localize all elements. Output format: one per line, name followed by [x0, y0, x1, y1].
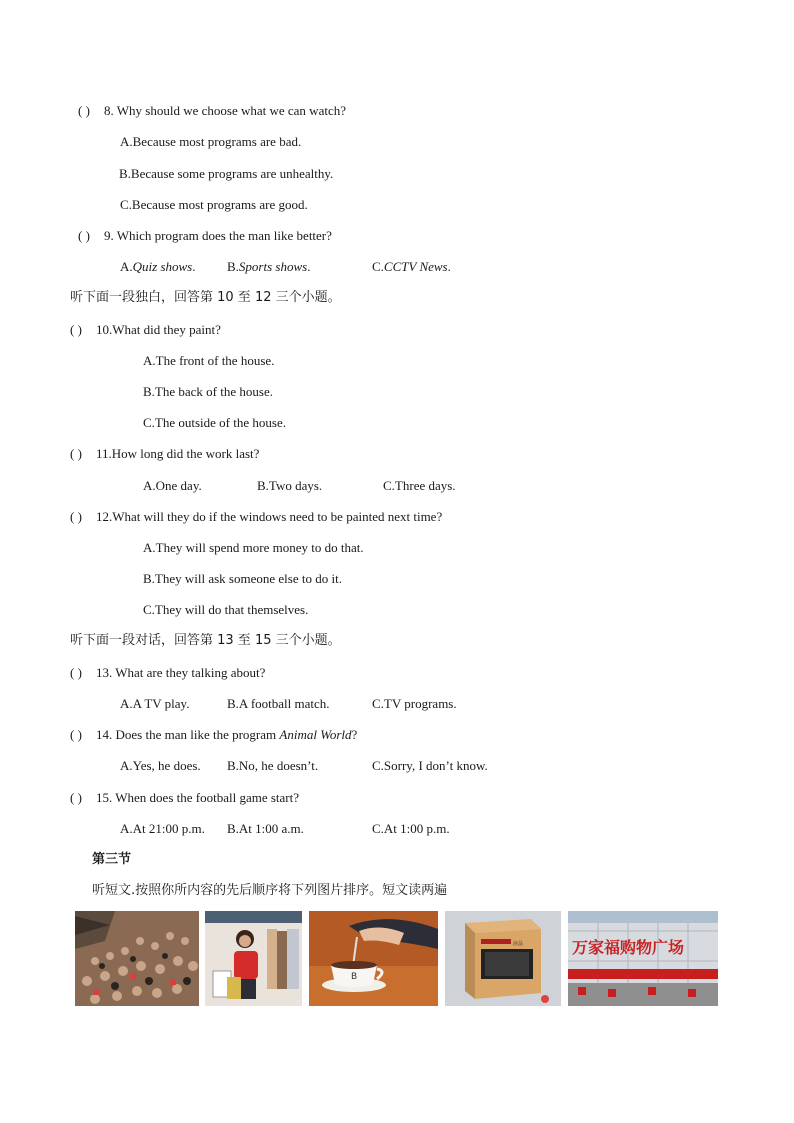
option-b: B.Because some programs are unhealthy.: [119, 166, 334, 181]
option-c: C.At 1:00 p.m.: [372, 821, 450, 836]
answer-blank[interactable]: ( ): [70, 727, 82, 742]
option-a: A.A TV play.: [120, 696, 190, 711]
question-9: [78, 228, 332, 244]
option-c: C.Sorry, I don’t know.: [372, 758, 488, 773]
option-c: C.Because most programs are good.: [120, 197, 308, 212]
option-a: A.Because most programs are bad.: [120, 134, 302, 149]
option-b: B.A football match.: [227, 696, 330, 711]
option-c: C.They will do that themselves.: [143, 602, 309, 617]
question-stem: 14. Does the man like the program Animal World?: [96, 727, 358, 742]
mall-sign: 万家福购物广场: [572, 938, 685, 957]
option-b: B.No, he doesn’t.: [227, 758, 319, 773]
shopping-mall-photo: [568, 911, 718, 1006]
answer-blank[interactable]: ( ): [78, 103, 90, 118]
woman-shopping-photo: [205, 911, 302, 1006]
option-a: A.At 21:00 p.m.: [120, 821, 205, 836]
option-b: B.At 1:00 a.m.: [227, 821, 304, 836]
option-b: B.Sports shows.: [227, 259, 311, 274]
coffee-cup-photo: [309, 911, 438, 1006]
option-b: B.They will ask someone else to do it.: [143, 571, 342, 586]
question-stem: 15. When does the football game start?: [96, 790, 300, 805]
section-instruction: 听短文.按照你所内容的先后顺序将下列图片排序。短文读两遍: [92, 883, 448, 898]
option-a: A.They will spend more money to do that.: [143, 540, 364, 555]
question-12: [70, 509, 442, 525]
crowd-photo: [75, 911, 199, 1006]
option-b: B.The back of the house.: [143, 384, 273, 399]
option-a: A.One day.: [143, 478, 202, 493]
question-11: [70, 446, 259, 462]
option-c: C.TV programs.: [372, 696, 457, 711]
answer-blank[interactable]: ( ): [70, 790, 82, 805]
answer-blank[interactable]: ( ): [70, 509, 82, 524]
question-15: [70, 790, 299, 806]
question-stem: 9. Which program does the man like better?: [104, 228, 332, 243]
svg-text:液晶: 液晶: [513, 941, 524, 947]
question-stem: 8. Why should we choose what we can watch?: [104, 103, 346, 118]
option-a: A.The front of the house.: [143, 353, 275, 368]
section-title: 第三节: [92, 852, 132, 867]
option-a: A.Yes, he does.: [120, 758, 201, 773]
answer-blank[interactable]: ( ): [70, 665, 82, 680]
option-c: C.Three days.: [383, 478, 456, 493]
tv-box-photo: [445, 911, 561, 1006]
svg-text:B: B: [351, 972, 358, 982]
answer-blank[interactable]: ( ): [70, 446, 82, 461]
question-8: [78, 103, 346, 119]
question-10: [70, 322, 221, 338]
question-stem: 13. What are they talking about?: [96, 665, 266, 680]
option-b: B.Two days.: [257, 478, 323, 493]
question-14: [70, 727, 357, 743]
question-stem: 10.What did they paint?: [96, 322, 221, 337]
question-stem: 12.What will they do if the windows need to be painted next time?: [96, 509, 443, 524]
section-heading-10-12: 听下面一段独白，回答第 10 至 12 三个小题。: [70, 290, 341, 305]
answer-blank[interactable]: ( ): [78, 228, 90, 243]
answer-blank[interactable]: ( ): [70, 322, 82, 337]
question-13: [70, 665, 265, 681]
option-c: C.The outside of the house.: [143, 415, 286, 430]
option-c: C.CCTV News.: [372, 259, 451, 274]
option-a: A.Quiz shows.: [120, 259, 196, 274]
section-heading-13-15: 听下面一段对话，回答第 13 至 15 三个小题。: [70, 633, 341, 648]
question-stem: 11.How long did the work last?: [96, 446, 260, 461]
